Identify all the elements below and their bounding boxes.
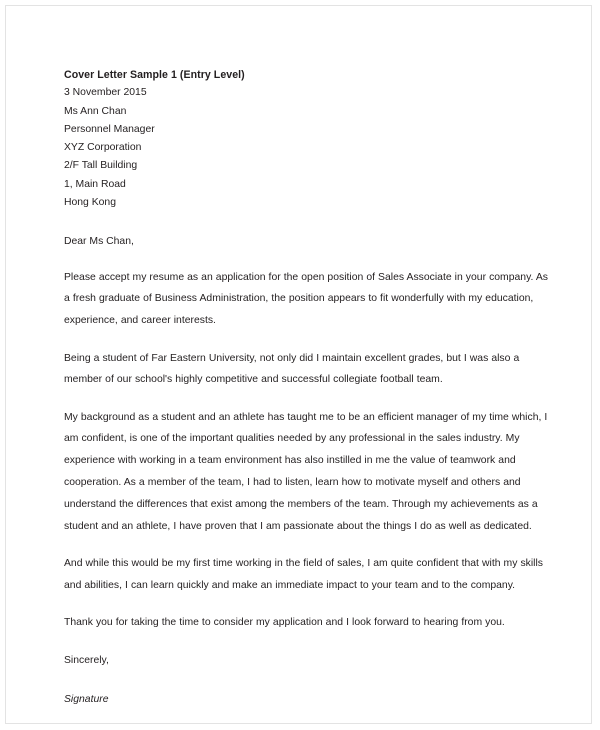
salutation: Dear Ms Chan, (64, 235, 134, 247)
signature-placeholder: Signature (64, 693, 109, 705)
letter-date: 3 November 2015 (64, 87, 147, 99)
recipient-address-line-2: 1, Main Road (64, 178, 126, 190)
letter-paragraph: Please accept my resume as an application for the open position of Sales Associate in your company. As a fresh graduate of Business Administration, the position appears to fit wonderfully with my education, experience, and career interests. (64, 271, 548, 327)
recipient-name: Ms Ann Chan (64, 105, 127, 117)
letter-paragraph: And while this would be my first time working in the field of sales, I am quite confident that with my skills and abilities, I can learn quickly and make an immediate impact to your team and to the company. (64, 557, 543, 591)
recipient-company: XYZ Corporation (64, 142, 142, 154)
page-title: Cover Letter Sample 1 (Entry Level) (64, 69, 245, 81)
recipient-address-line-3: Hong Kong (64, 197, 116, 209)
closing-salutation: Sincerely, (64, 654, 109, 666)
document-page (5, 5, 592, 724)
recipient-address-line-1: 2/F Tall Building (64, 160, 138, 172)
letter-paragraph: Thank you for taking the time to consider my application and I look forward to hearing from you. (64, 617, 505, 629)
recipient-title: Personnel Manager (64, 123, 155, 135)
letter-paragraph: My background as a student and an athlete has taught me to be an efficient manager of my time which, I am confident, is one of the important qualities needed by any professional in the sales industry. My experience with working in a team environment has also instilled in me the value of teamwork and cooperation. As a member of the team, I had to listen, learn how to motivate myself and others and understand the differences that exist among the members of the team. Through my achievements as a student and an athlete, I have proven that I am passionate about the things I do as well as dedicated. (64, 411, 548, 532)
letter-paragraph: Being a student of Far Eastern University, not only did I maintain excellent grades, but I was also a member of our school's highly competitive and successful collegiate football team. (64, 352, 520, 386)
cover-letter-body (64, 66, 556, 710)
